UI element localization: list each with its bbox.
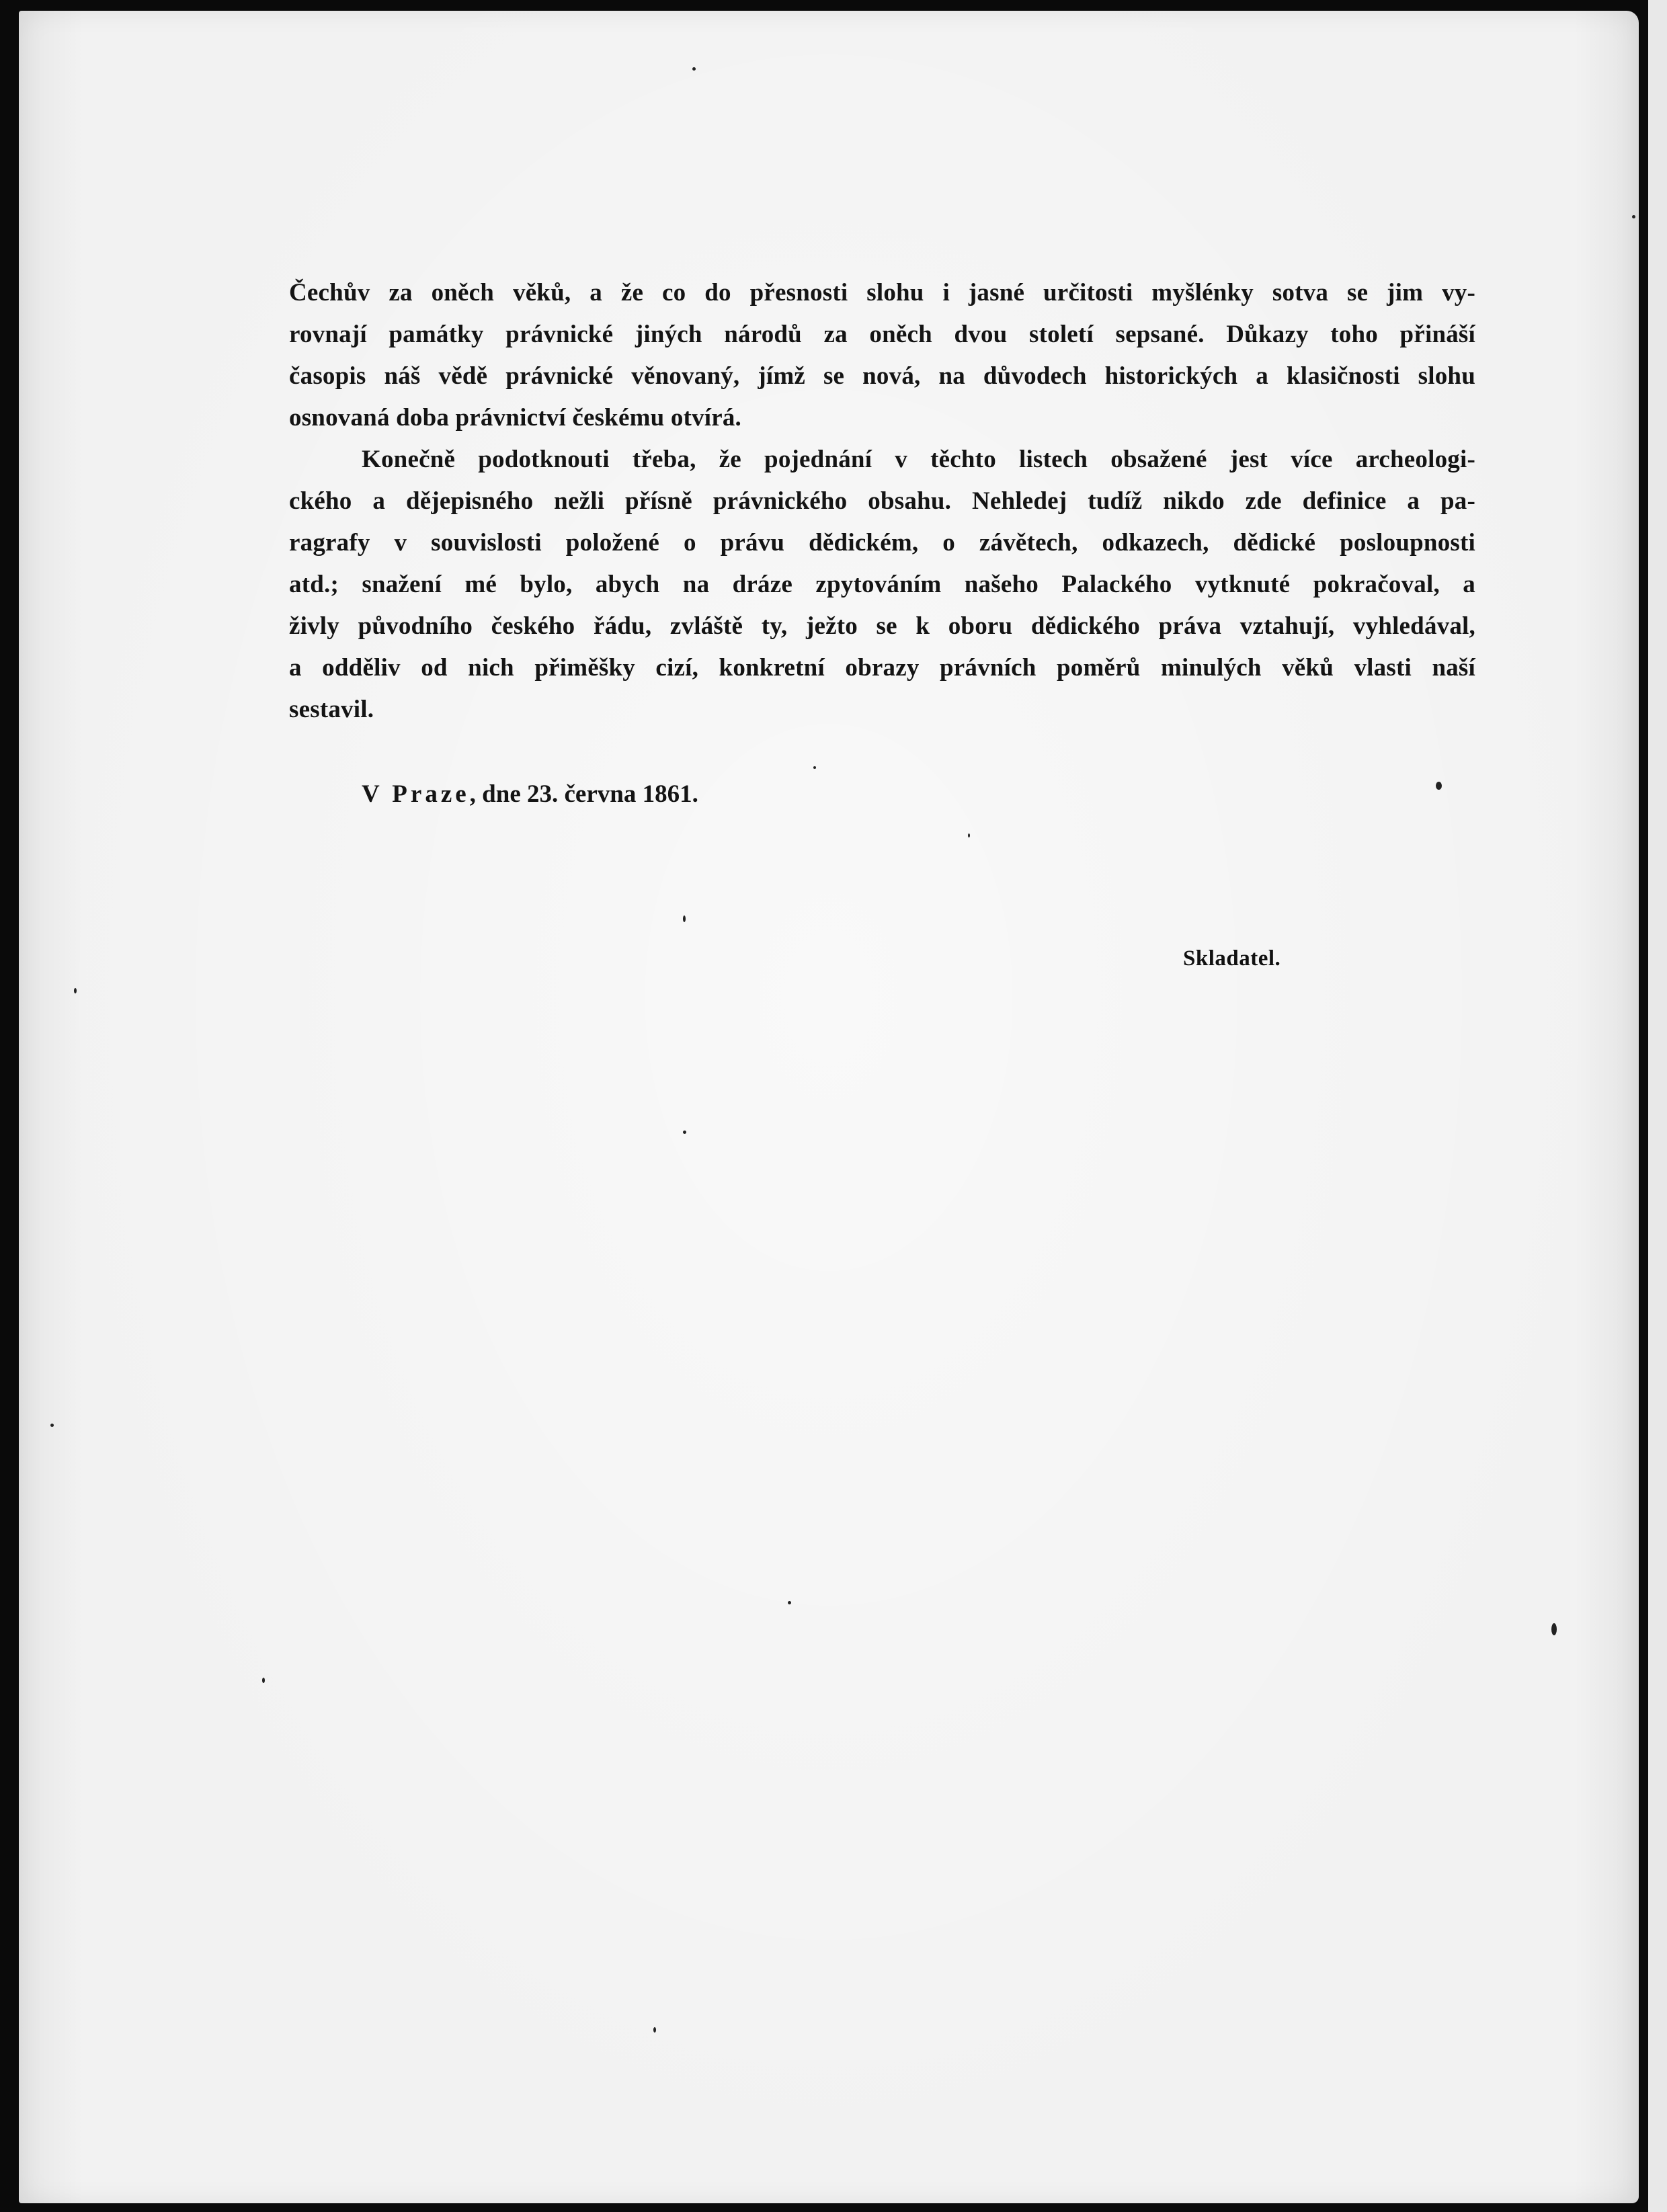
text-line: Čechův za oněch věků, a že co do přesnosti slohu i jasné určitosti myšlénky sotva se jim vy- — [289, 279, 1475, 306]
text-line: atd.; snažení mé bylo, abych na dráze zpytováním našeho Palackého vytknuté pokračoval, a — [289, 571, 1475, 598]
text-line: časopis náš vědě právnické věnovaný, jímž se nová, na důvodech historických a klasičnosti slohu — [289, 362, 1475, 390]
dateline — [362, 780, 698, 809]
adjacent-page-edge — [1648, 0, 1667, 2212]
text-line: a odděliv od nich přiměšky cizí, konkretní obrazy právních poměrů minulých věků vlasti naší — [289, 654, 1475, 682]
dateline-place: V Praze — [362, 780, 470, 808]
dust-speck — [1632, 215, 1635, 218]
text-line: osnovaná doba právnictví českému otvírá. — [289, 404, 742, 432]
text-line: ragrafy v souvislosti položené o právu dědickém, o závětech, odkazech, dědické posloupnosti — [289, 529, 1475, 557]
dust-speck — [1436, 782, 1442, 790]
dust-speck — [692, 67, 696, 71]
text-line: Konečně podotknouti třeba, že pojednání v těchto listech obsažené jest více archeologi- — [362, 446, 1475, 473]
dust-speck — [813, 766, 816, 769]
dust-speck — [1551, 1623, 1557, 1635]
body-text — [289, 272, 1475, 731]
dust-speck — [653, 2027, 656, 2033]
signature: Skladatel. — [1183, 946, 1281, 971]
dust-speck — [50, 1424, 54, 1427]
dust-speck — [262, 1678, 265, 1683]
dust-speck — [683, 1131, 686, 1134]
text-line: ckého a dějepisného nežli přísně právnického obsahu. Nehledej tudíž nikdo zde definice a pa- — [289, 487, 1475, 515]
page-gutter-shadow — [1644, 0, 1648, 2212]
dust-speck — [683, 915, 686, 922]
paragraph-1 — [289, 272, 1475, 439]
dateline-date: , dne 23. června 1861. — [469, 780, 698, 808]
paragraph-2 — [289, 439, 1475, 731]
text-line: sestavil. — [289, 696, 374, 723]
dust-speck — [788, 1601, 791, 1604]
text-line: živly původního českého řádu, zvláště ty, ježto se k oboru dědického práva vztahují, vyhledával, — [289, 612, 1475, 640]
dust-speck — [74, 988, 77, 993]
text-line: rovnají památky právnické jiných národů za oněch dvou století sepsané. Důkazy toho přináší — [289, 321, 1475, 348]
dust-speck — [968, 833, 970, 837]
